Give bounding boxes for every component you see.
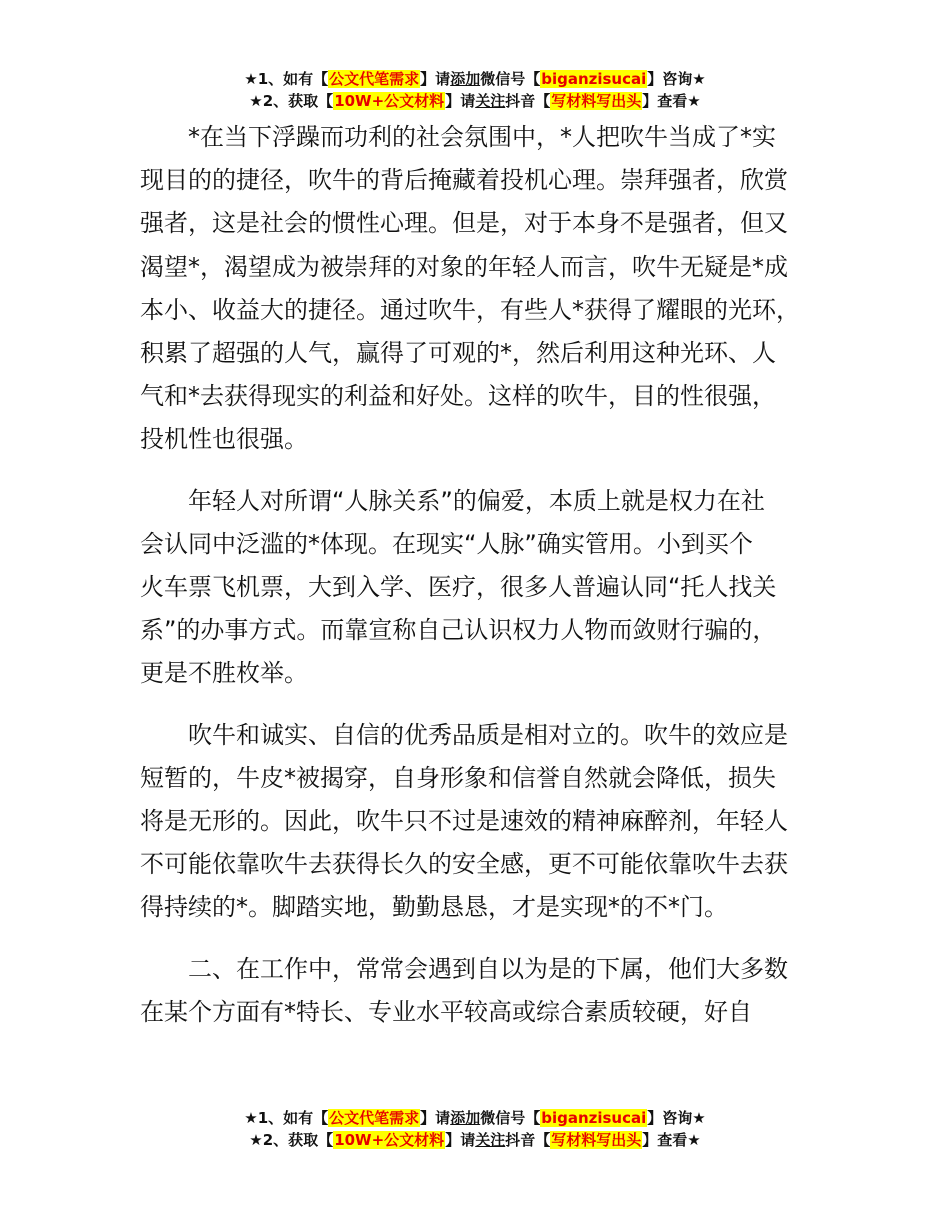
paragraph: 年轻人对所谓“人脉关系”的偏爱，本质上就是权力在社 会认同中泛滥的*体现。在现实“人脉”确实管用。小到买个 火车票飞机票，大到入学、医疗，很多人普遍认同“托人找关 系”的办事方式。而靠宣称自己认识权力人物而敛财行骗的， 更是不胜枚举。 bbox=[140, 486, 777, 688]
banner-text: 】查看★ bbox=[642, 1131, 701, 1149]
banner-underlined: 添加 bbox=[450, 70, 481, 88]
banner-text: 微信号【 bbox=[480, 1109, 541, 1127]
banner-underlined: 关注 bbox=[475, 1131, 506, 1149]
banner-text: 】请 bbox=[420, 1109, 451, 1127]
banner-text: 】请 bbox=[445, 92, 476, 110]
banner-text: 】咨询★ bbox=[647, 1109, 706, 1127]
footer-banner bbox=[0, 1107, 950, 1151]
banner-text: ★1、如有【 bbox=[244, 1109, 329, 1127]
document-body bbox=[140, 116, 830, 1052]
header-banner bbox=[0, 68, 950, 112]
paragraph: 吹牛和诚实、自信的优秀品质是相对立的。吹牛的效应是 短暂的，牛皮*被揭穿，自身形象和信誉自然就会降低，损失 将是无形的。因此，吹牛只不过是速效的精神麻醉剂，年轻人 不可能依靠吹牛去获得长久的安全感，更不可能依靠吹牛去获 得持续的*。脚踏实地，勤勤恳恳，才是实现*的不*门。 bbox=[140, 720, 788, 922]
banner-text: 】请 bbox=[445, 1131, 476, 1149]
banner-highlight: biganzisucai bbox=[541, 1109, 647, 1127]
banner-line-1 bbox=[0, 68, 950, 90]
banner-highlight: 10W+公文材料 bbox=[334, 1131, 445, 1149]
banner-highlight: 公文代笔需求 bbox=[329, 70, 420, 88]
paragraph: *在当下浮躁而功利的社会氛围中，*人把吹牛当成了*实 现目的的捷径，吹牛的背后掩藏着投机心理。崇拜强者，欣赏 强者，这是社会的惯性心理。但是，对于本身不是强者，但又 渴望*，渴望成为被崇拜的对象的年轻人而言，吹牛无疑是*成 本小、收益大的捷径。通过吹牛，有些人*获得了耀眼的光环， 积累了超强的人气，赢得了可观的*，然后利用这种光环、人 气和*去获得现实的利益和好处。这样的吹牛，目的性很强， 投机性也很强。 bbox=[140, 123, 800, 454]
banner-text: 】查看★ bbox=[642, 92, 701, 110]
banner-text: ★2、获取【 bbox=[249, 1131, 334, 1149]
banner-underlined: 关注 bbox=[475, 92, 506, 110]
banner-highlight: 写材料写出头 bbox=[551, 92, 642, 110]
banner-text: 抖音【 bbox=[505, 92, 551, 110]
banner-line-2 bbox=[0, 90, 950, 112]
banner-line-2 bbox=[0, 1129, 950, 1151]
banner-line-1 bbox=[0, 1107, 950, 1129]
banner-text: 抖音【 bbox=[505, 1131, 551, 1149]
banner-highlight: 公文代笔需求 bbox=[329, 1109, 420, 1127]
banner-text: 】咨询★ bbox=[647, 70, 706, 88]
banner-text: ★2、获取【 bbox=[249, 92, 334, 110]
banner-highlight: 写材料写出头 bbox=[551, 1131, 642, 1149]
banner-text: ★1、如有【 bbox=[244, 70, 329, 88]
banner-text: 微信号【 bbox=[480, 70, 541, 88]
paragraph: 二、在工作中，常常会遇到自以为是的下属，他们大多数 在某个方面有*特长、专业水平较高或综合素质较硬，好自 bbox=[140, 954, 788, 1026]
banner-underlined: 添加 bbox=[450, 1109, 481, 1127]
banner-text: 】请 bbox=[420, 70, 451, 88]
banner-highlight: 10W+公文材料 bbox=[334, 92, 445, 110]
banner-highlight: biganzisucai bbox=[541, 70, 647, 88]
